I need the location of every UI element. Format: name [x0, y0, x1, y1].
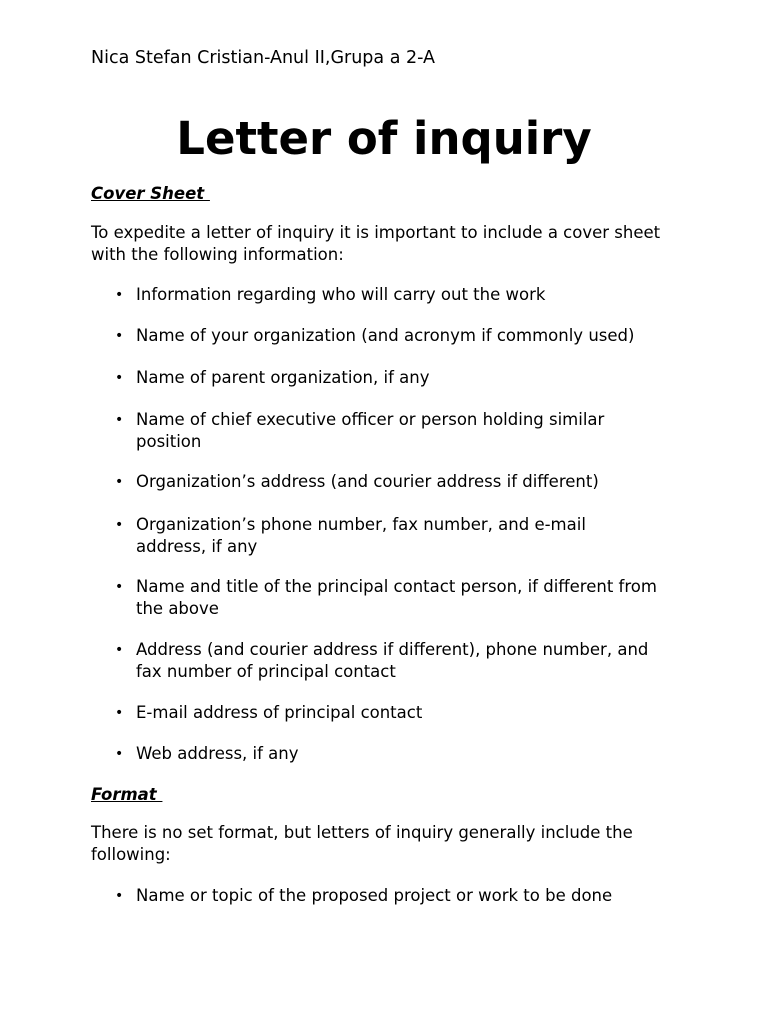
- bullet-icon: •: [115, 642, 124, 658]
- list-item-text: Name and title of the principal contact person, if different from the above: [136, 577, 657, 618]
- list-item-text: Web address, if any: [136, 744, 299, 763]
- list-item-text: Address (and courier address if different), phone number, and fax number of principal contact: [136, 640, 649, 681]
- bullet-icon: •: [115, 705, 124, 721]
- cover-sheet-intro: To expedite a letter of inquiry it is important to include a cover sheet with the following information:: [91, 223, 661, 264]
- list-item: [115, 639, 660, 683]
- list-item-text: Organization’s address (and courier address if different): [136, 472, 599, 491]
- bullet-icon: •: [115, 517, 124, 533]
- bullet-icon: •: [115, 370, 124, 386]
- list-item: [115, 743, 660, 765]
- list-item-text: Name of chief executive officer or person holding similar position: [136, 410, 605, 451]
- section-heading-cover-sheet: Cover Sheet: [91, 184, 210, 203]
- list-item: [115, 409, 660, 453]
- bullet-icon: •: [115, 746, 124, 762]
- list-item: [115, 702, 660, 724]
- list-item-text: Information regarding who will carry out the work: [136, 285, 546, 304]
- list-item-text: Name of your organization (and acronym if commonly used): [136, 326, 635, 345]
- bullet-icon: •: [115, 474, 124, 490]
- bullet-icon: •: [115, 328, 124, 344]
- list-item-text: Organization’s phone number, fax number, and e-mail address, if any: [136, 515, 586, 556]
- list-item-text: Name or topic of the proposed project or work to be done: [136, 886, 613, 905]
- bullet-icon: •: [115, 888, 124, 904]
- list-item: [115, 367, 660, 389]
- list-item: [115, 885, 660, 907]
- bullet-icon: •: [115, 412, 124, 428]
- bullet-icon: •: [115, 579, 124, 595]
- list-item: [115, 325, 660, 347]
- bullet-icon: •: [115, 287, 124, 303]
- list-item: [115, 576, 660, 620]
- section-heading-format: Format: [91, 785, 163, 804]
- list-item-text: Name of parent organization, if any: [136, 368, 430, 387]
- document-title: Letter of inquiry: [176, 112, 592, 165]
- list-item: [115, 471, 660, 493]
- author-line: Nica Stefan Cristian-Anul II,Grupa a 2-A: [91, 48, 436, 68]
- list-item: [115, 284, 660, 306]
- format-intro: There is no set format, but letters of inquiry generally include the following:: [91, 823, 633, 864]
- list-item: [115, 514, 660, 558]
- list-item-text: E-mail address of principal contact: [136, 703, 423, 722]
